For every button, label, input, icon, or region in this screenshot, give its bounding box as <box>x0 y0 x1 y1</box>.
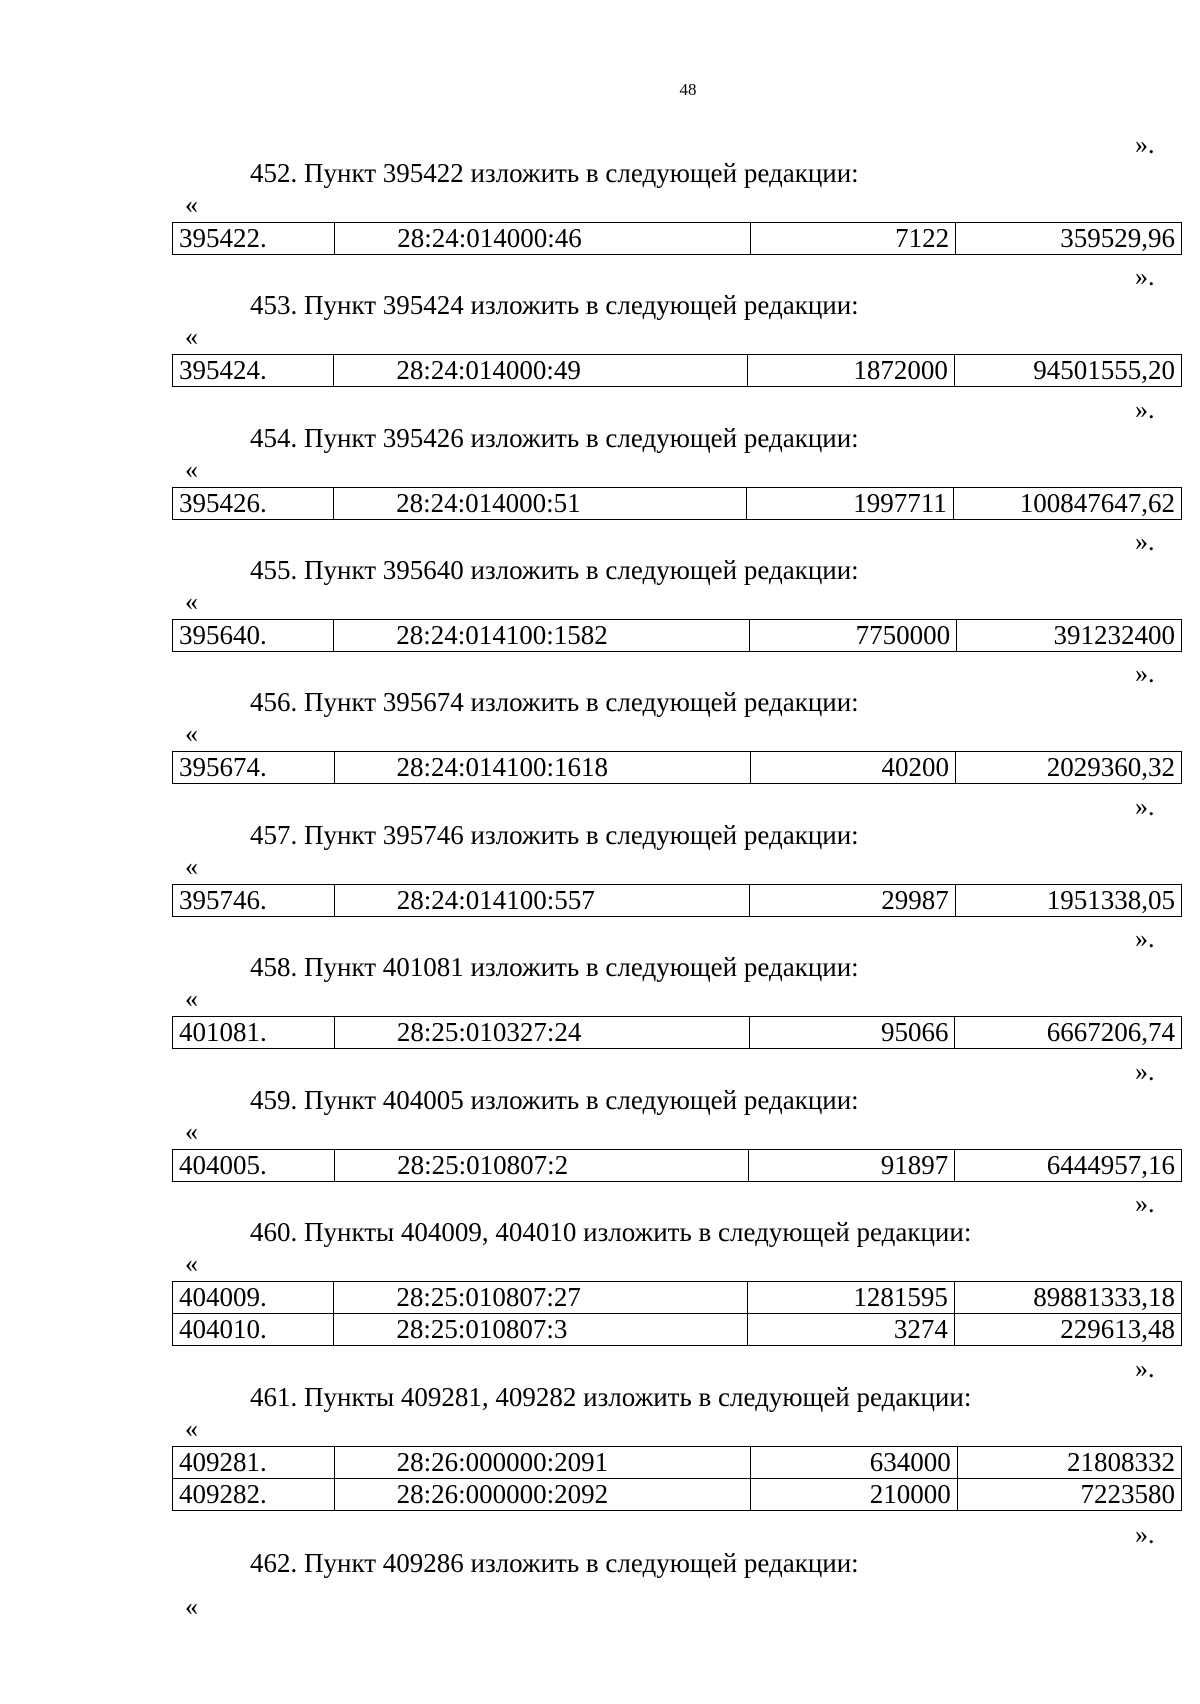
item-number: 395640. <box>173 620 334 652</box>
section-heading: 455. Пункт 395640 изложить в следующей редакции: <box>250 555 859 585</box>
cadastral-value: 2029360,32 <box>955 752 1181 784</box>
cadastral-value: 229613,48 <box>954 1314 1181 1346</box>
open-quote: « <box>185 1414 198 1443</box>
cadastral-number: 28:24:014100:1618 <box>334 752 751 784</box>
cadastral-value: 359529,96 <box>956 223 1182 255</box>
cadastral-number: 28:24:014000:49 <box>334 355 747 387</box>
record-table <box>172 619 1182 652</box>
open-quote: « <box>185 322 198 351</box>
section-heading: 456. Пункт 395674 изложить в следующей редакции: <box>250 687 859 717</box>
section-heading: 454. Пункт 395426 изложить в следующей редакции: <box>250 423 859 453</box>
open-quote: « <box>185 455 198 484</box>
area: 3274 <box>747 1314 954 1346</box>
record-table <box>172 1149 1182 1182</box>
close-quote: ». <box>1135 1354 1155 1383</box>
item-number: 404009. <box>173 1282 334 1314</box>
section-heading: 460. Пункты 404009, 404010 изложить в следующей редакции: <box>250 1217 972 1247</box>
table-row <box>173 620 1182 652</box>
section-heading: 459. Пункт 404005 изложить в следующей редакции: <box>250 1085 859 1115</box>
area: 95066 <box>749 1017 955 1049</box>
record-table <box>172 487 1182 520</box>
close-quote: ». <box>1135 1520 1155 1549</box>
item-number: 401081. <box>173 1017 335 1049</box>
open-quote: « <box>185 1592 198 1621</box>
record-table <box>172 884 1182 917</box>
section-heading: 462. Пункт 409286 изложить в следующей редакции: <box>250 1548 859 1578</box>
table-row <box>173 1447 1182 1479</box>
record-table <box>172 1281 1182 1346</box>
close-quote: ». <box>1135 527 1155 556</box>
table-row <box>173 223 1182 255</box>
area: 29987 <box>750 885 955 917</box>
cadastral-value: 94501555,20 <box>954 355 1181 387</box>
area: 7122 <box>751 223 956 255</box>
cadastral-number: 28:24:014000:46 <box>335 223 751 255</box>
close-quote: ». <box>1135 1057 1155 1086</box>
section-heading: 457. Пункт 395746 изложить в следующей редакции: <box>250 820 859 850</box>
item-number: 395746. <box>173 885 335 917</box>
close-quote: ». <box>1135 659 1155 688</box>
cadastral-value: 391232400 <box>957 620 1182 652</box>
table-row <box>173 355 1182 387</box>
cadastral-number: 28:26:000000:2092 <box>334 1479 751 1511</box>
cadastral-number: 28:25:010807:2 <box>335 1150 749 1182</box>
open-quote: « <box>185 984 198 1013</box>
cadastral-value: 89881333,18 <box>954 1282 1181 1314</box>
record-table <box>172 222 1182 255</box>
cadastral-number: 28:24:014000:51 <box>334 488 747 520</box>
cadastral-number: 28:25:010807:3 <box>334 1314 747 1346</box>
item-number: 395424. <box>173 355 334 387</box>
close-quote: ». <box>1135 262 1155 291</box>
record-table <box>172 1016 1182 1049</box>
item-number: 409281. <box>173 1447 335 1479</box>
cadastral-value: 7223580 <box>957 1479 1181 1511</box>
open-quote: « <box>185 719 198 748</box>
record-table <box>172 354 1182 387</box>
table-row <box>173 488 1182 520</box>
cadastral-number: 28:24:014100:1582 <box>334 620 750 652</box>
section-heading: 452. Пункт 395422 изложить в следующей редакции: <box>250 158 859 188</box>
table-row <box>173 1017 1182 1049</box>
close-quote: ». <box>1135 792 1155 821</box>
area: 40200 <box>751 752 956 784</box>
table-row <box>173 885 1182 917</box>
cadastral-value: 6667206,74 <box>955 1017 1182 1049</box>
open-quote: « <box>185 1117 198 1146</box>
cadastral-number: 28:26:000000:2091 <box>334 1447 751 1479</box>
open-quote: « <box>185 190 198 219</box>
section-heading: 458. Пункт 401081 изложить в следующей редакции: <box>250 952 859 982</box>
section-heading: 461. Пункты 409281, 409282 изложить в следующей редакции: <box>250 1382 972 1412</box>
table-row <box>173 1282 1182 1314</box>
open-quote: « <box>185 1249 198 1278</box>
item-number: 404005. <box>173 1150 335 1182</box>
item-number: 395674. <box>173 752 335 784</box>
area: 7750000 <box>750 620 957 652</box>
table-row <box>173 1479 1182 1511</box>
area: 634000 <box>751 1447 957 1479</box>
item-number: 395422. <box>173 223 335 255</box>
table-row <box>173 752 1182 784</box>
close-quote: ». <box>1135 395 1155 424</box>
item-number: 404010. <box>173 1314 334 1346</box>
page-number: 48 <box>679 80 697 99</box>
area: 1872000 <box>747 355 954 387</box>
open-quote: « <box>185 587 198 616</box>
table-row <box>173 1314 1182 1346</box>
cadastral-number: 28:24:014100:557 <box>334 885 750 917</box>
cadastral-value: 1951338,05 <box>955 885 1181 917</box>
cadastral-value: 6444957,16 <box>955 1150 1182 1182</box>
table-row <box>173 1150 1182 1182</box>
cadastral-value: 21808332 <box>957 1447 1181 1479</box>
section-heading: 453. Пункт 395424 изложить в следующей редакции: <box>250 290 859 320</box>
record-table <box>172 751 1182 784</box>
close-quote: ». <box>1135 1189 1155 1218</box>
cadastral-number: 28:25:010327:24 <box>334 1017 749 1049</box>
area: 91897 <box>749 1150 955 1182</box>
cadastral-number: 28:25:010807:27 <box>334 1282 747 1314</box>
item-number: 409282. <box>173 1479 335 1511</box>
item-number: 395426. <box>173 488 334 520</box>
cadastral-value: 100847647,62 <box>953 488 1181 520</box>
open-quote: « <box>185 852 198 881</box>
close-quote: ». <box>1135 924 1155 953</box>
record-table <box>172 1446 1182 1511</box>
area: 210000 <box>751 1479 957 1511</box>
area: 1281595 <box>747 1282 954 1314</box>
area: 1997711 <box>747 488 954 520</box>
close-quote: ». <box>1135 130 1155 159</box>
